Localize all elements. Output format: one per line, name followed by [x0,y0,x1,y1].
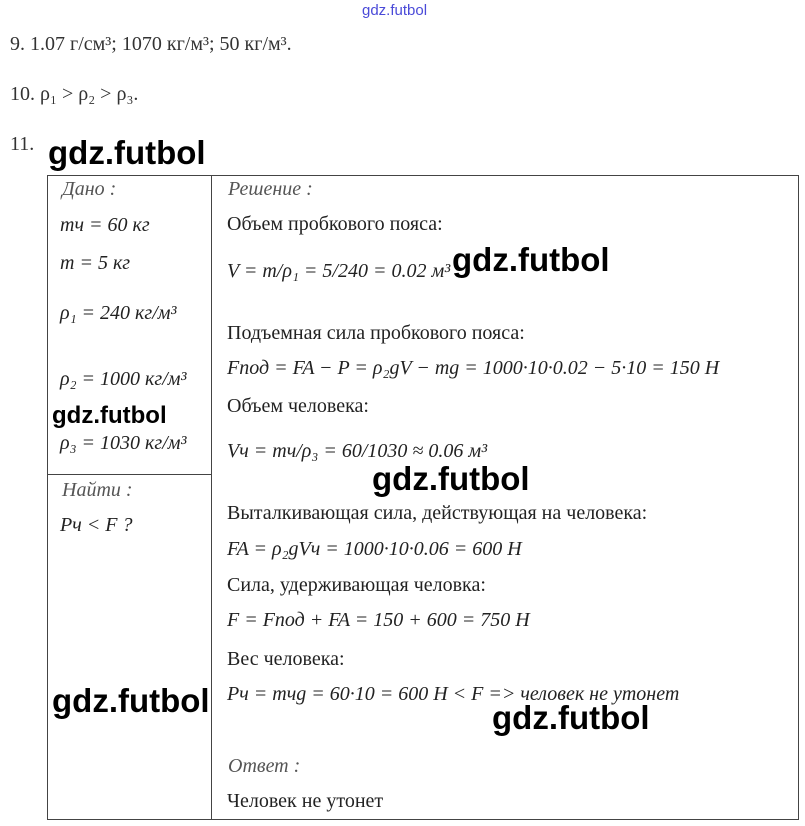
step1-title: Объем пробкового пояса: [227,213,443,235]
given-rho1: ρ₁ = 240 кг/м³ [60,302,177,324]
step2-title: Подъемная сила пробкового пояса: [227,322,525,344]
step6-title: Вес человека: [227,648,345,670]
step3-formula: Vч = mч/ρ₃ = 60/1030 ≈ 0.06 м³ [227,440,488,462]
given-mass-belt: m = 5 кг [60,252,131,274]
table-divider-vertical [211,175,212,820]
table-divider-horizontal [47,474,211,475]
step4-title: Выталкивающая сила, действующая на человека: [227,502,648,524]
watermark: gdz.futbol [52,682,210,719]
answer-9: 9. 1.07 г/см³; 1070 кг/м³; 50 кг/м³. [10,33,292,55]
watermark: gdz.futbol [452,241,610,278]
step4-formula: FA = ρ₂gVч = 1000·10·0.06 = 600 Н [227,538,522,560]
given-header: Дано : [62,178,117,200]
given-rho3: ρ₃ = 1030 кг/м³ [60,432,187,454]
answer-11-number: 11. [10,133,35,155]
answer-header: Ответ : [228,755,301,777]
given-mass-person: mч = 60 кг [60,214,150,236]
watermark: gdz.futbol [52,402,167,429]
step6-formula: Pч = mчg = 60·10 = 600 Н < F => человек не утонет [227,683,680,705]
watermark: gdz.futbol [48,134,206,171]
watermark-top: gdz.futbol [362,2,428,19]
given-rho2: ρ₂ = 1000 кг/м³ [60,368,187,390]
step5-title: Сила, удерживающая человка: [227,574,486,596]
watermark: gdz.futbol [372,460,530,497]
step5-formula: F = Fпод + FA = 150 + 600 = 750 Н [227,609,530,631]
step1-formula: V = m/ρ₁ = 5/240 = 0.02 м³ [227,260,451,282]
answer-text: Человек не утонет [227,790,384,812]
step3-title: Объем человека: [227,395,369,417]
step2-formula: Fпод = FA − P = ρ₂gV − mg = 1000·10·0.02 − 5·10 = 150 Н [227,357,720,379]
find-question: Pч < F ? [60,514,133,536]
watermark: gdz.futbol [492,699,650,736]
find-header: Найти : [62,479,133,501]
answer-10: 10. ρ₁ > ρ₂ > ρ₃. [10,83,139,105]
solution-header: Решение : [228,178,313,200]
